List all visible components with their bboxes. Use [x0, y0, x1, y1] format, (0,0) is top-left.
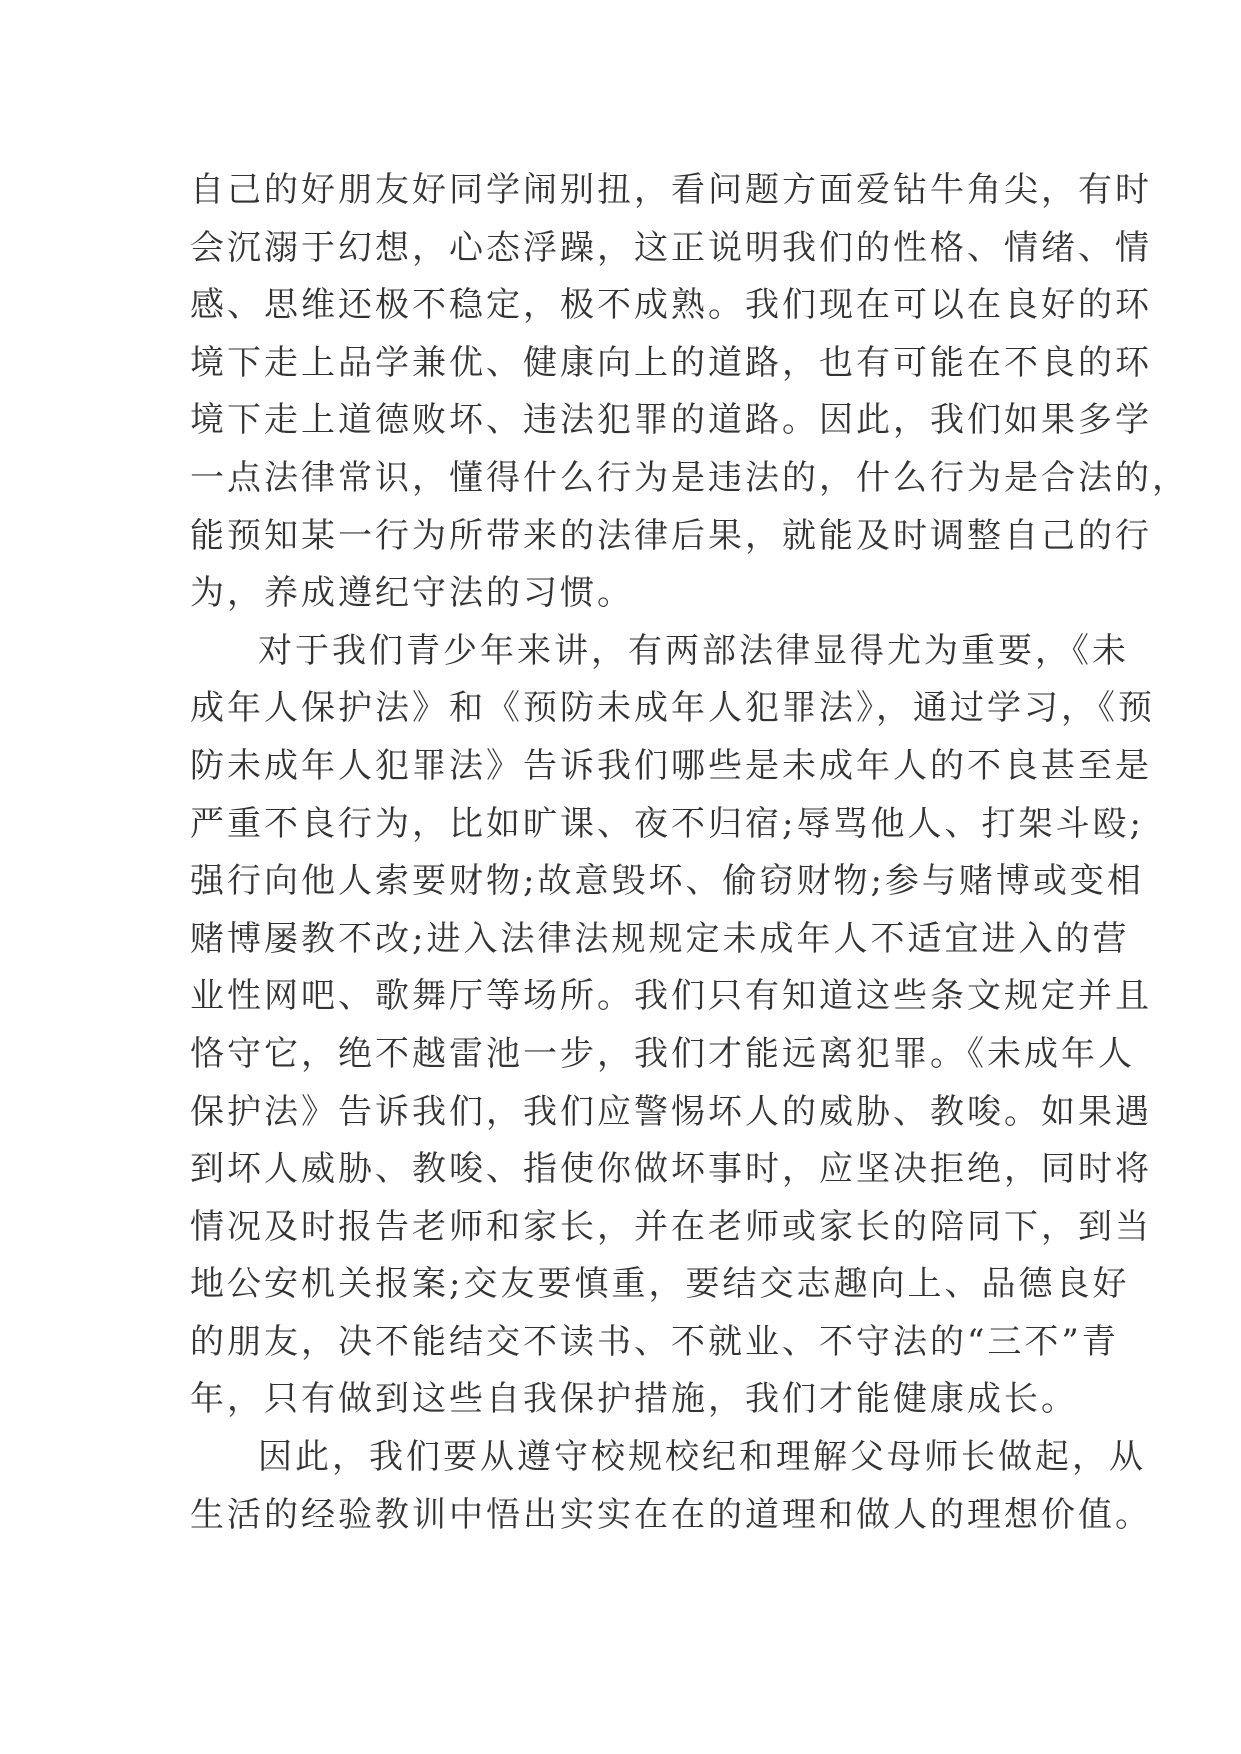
text-line: 年，只有做到这些自我保护措施，我们才能健康成长。 — [190, 1379, 1078, 1420]
text-line: 生活的经验教训中悟出实实在在的道理和做人的理想价值。 — [190, 1494, 1152, 1535]
text-line: 的朋友，决不能结交不读书、不就业、不守法的“三不”青 — [190, 1321, 1119, 1362]
text-line: 境下走上道德败坏、违法犯罪的道路。因此，我们如果多学 — [190, 400, 1152, 441]
text-line: 自己的好朋友好同学闹别扭，看问题方面爱钻牛角尖，有时 — [190, 170, 1152, 210]
paragraph-start-line: 因此，我们要从遵守校规校纪和理解父母师长做起，从 — [258, 1437, 1146, 1478]
text-line: 到坏人威胁、教唆、指使你做坏事时，应坚决拒绝，同时将 — [190, 1149, 1152, 1190]
text-line: 严重不良行为，比如旷课、夜不归宿;辱骂他人、打架斗殴; — [190, 803, 1144, 844]
text-line: 一点法律常识，懂得什么行为是违法的，什么行为是合法的， — [190, 457, 1189, 498]
text-line: 会沉溺于幻想，心态浮躁，这正说明我们的性格、情绪、情 — [190, 227, 1152, 268]
body-text — [190, 162, 1189, 1544]
text-line: 境下走上品学兼优、健康向上的道路，也有可能在不良的环 — [190, 342, 1152, 383]
text-line: 感、思维还极不稳定，极不成熟。我们现在可以在良好的环 — [190, 285, 1152, 326]
paragraph-start-line: 对于我们青少年来讲，有两部法律显得尤为重要，《未 — [258, 630, 1129, 671]
text-line: 为，养成遵纪守法的习惯。 — [190, 573, 634, 614]
text-line: 强行向他人索要财物;故意毁坏、偷窃财物;参与赌博或变相 — [190, 861, 1144, 902]
text-line: 能预知某一行为所带来的法律后果，就能及时调整自己的行 — [190, 515, 1152, 556]
text-line: 地公安机关报案;交友要慎重，要结交志趣向上、品德良好 — [190, 1264, 1130, 1305]
text-line: 成年人保护法》和《预防未成年人犯罪法》，通过学习，《预 — [190, 688, 1155, 729]
text-line: 业性网吧、歌舞厅等场所。我们只有知道这些条文规定并且 — [190, 976, 1152, 1017]
text-line: 赌博屡教不改;进入法律法规规定未成年人不适宜进入的营 — [190, 918, 1130, 959]
text-line: 情况及时报告老师和家长，并在老师或家长的陪同下，到当 — [190, 1206, 1152, 1247]
text-line: 保护法》告诉我们，我们应警惕坏人的威胁、教唆。如果遇 — [190, 1091, 1152, 1132]
text-line: 防未成年人犯罪法》告诉我们哪些是未成年人的不良甚至是 — [190, 745, 1152, 786]
text-line: 恪守它，绝不越雷池一步，我们才能远离犯罪。《未成年人 — [190, 1033, 1135, 1074]
